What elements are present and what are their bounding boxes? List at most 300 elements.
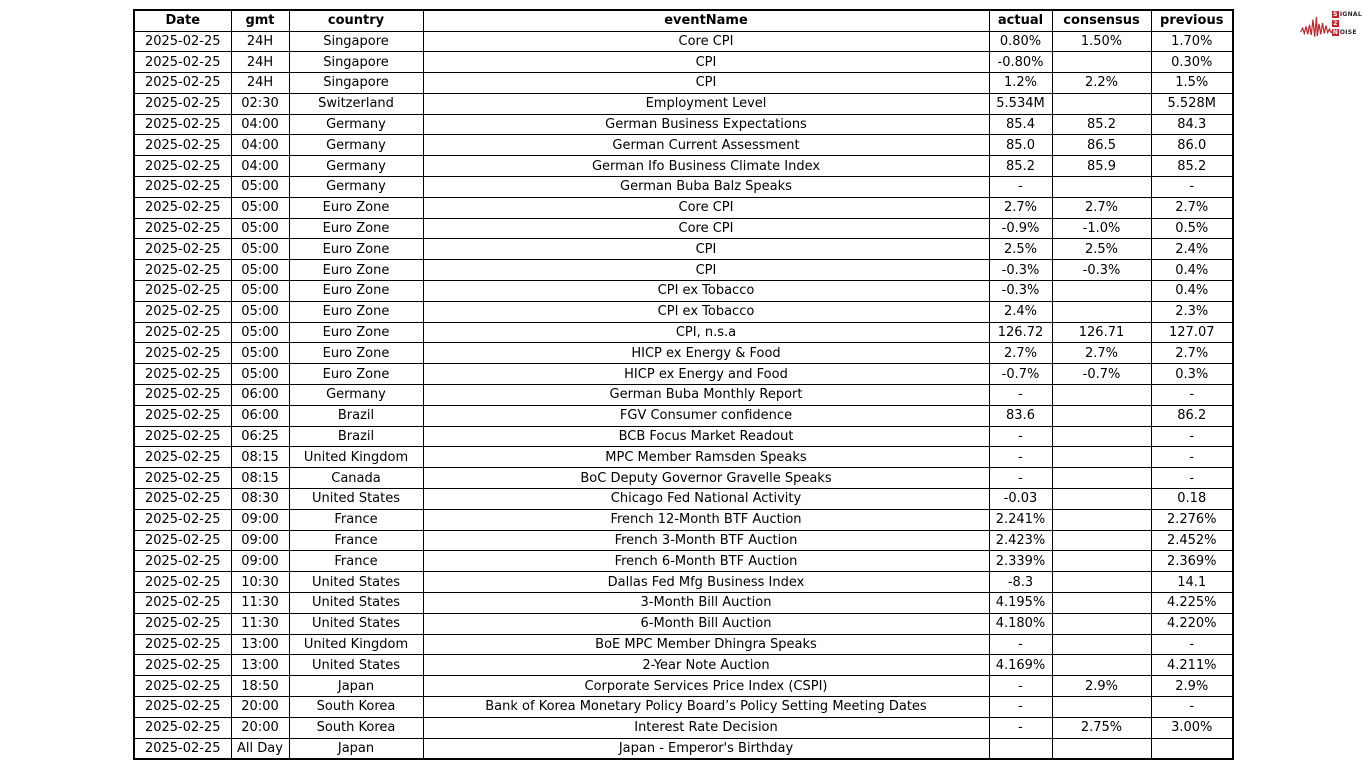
logo-text-ignal: IGNAL	[1339, 10, 1362, 18]
cell-consensus: 2.7%	[1052, 343, 1151, 364]
cell-previous: 0.5%	[1151, 218, 1233, 239]
table-row	[134, 301, 1233, 322]
cell-gmt: 08:15	[231, 447, 289, 468]
cell-actual: 5.534M	[989, 93, 1052, 114]
cell-gmt: 24H	[231, 52, 289, 73]
cell-date: 2025-02-25	[134, 73, 231, 94]
cell-country: Canada	[289, 468, 423, 489]
cell-actual: -	[989, 468, 1052, 489]
table-row	[134, 218, 1233, 239]
logo-badge-n: N	[1332, 28, 1338, 36]
cell-consensus: 2.9%	[1052, 676, 1151, 697]
cell-eventname: Core CPI	[423, 218, 989, 239]
cell-country: United States	[289, 572, 423, 593]
cell-previous: 0.4%	[1151, 281, 1233, 302]
cell-date: 2025-02-25	[134, 197, 231, 218]
cell-date: 2025-02-25	[134, 530, 231, 551]
column-header-date: Date	[134, 10, 231, 31]
cell-consensus: -1.0%	[1052, 218, 1151, 239]
cell-previous: 4.220%	[1151, 613, 1233, 634]
cell-gmt: 09:00	[231, 530, 289, 551]
logo-badge-s: S	[1333, 10, 1338, 18]
cell-gmt: 09:00	[231, 551, 289, 572]
cell-actual: 4.180%	[989, 613, 1052, 634]
cell-previous: 2.7%	[1151, 197, 1233, 218]
cell-consensus: 2.2%	[1052, 73, 1151, 94]
table-row	[134, 655, 1233, 676]
cell-date: 2025-02-25	[134, 156, 231, 177]
table-row	[134, 572, 1233, 593]
cell-country: Singapore	[289, 52, 423, 73]
cell-country: South Korea	[289, 697, 423, 718]
cell-date: 2025-02-25	[134, 509, 231, 530]
cell-consensus	[1052, 405, 1151, 426]
cell-actual: 85.2	[989, 156, 1052, 177]
cell-previous: 86.2	[1151, 405, 1233, 426]
cell-gmt: 05:00	[231, 197, 289, 218]
cell-eventname: 2-Year Note Auction	[423, 655, 989, 676]
table-row	[134, 197, 1233, 218]
cell-actual: 2.4%	[989, 301, 1052, 322]
cell-gmt: 08:30	[231, 489, 289, 510]
cell-consensus: 2.75%	[1052, 717, 1151, 738]
cell-eventname: 3-Month Bill Auction	[423, 593, 989, 614]
cell-actual: 1.2%	[989, 73, 1052, 94]
logo-line-2	[1332, 19, 1362, 27]
cell-country: South Korea	[289, 717, 423, 738]
economic-calendar-table	[133, 9, 1234, 760]
cell-previous: -	[1151, 447, 1233, 468]
table-row	[134, 530, 1233, 551]
cell-actual: 2.339%	[989, 551, 1052, 572]
cell-country: United States	[289, 613, 423, 634]
cell-gmt: 09:00	[231, 509, 289, 530]
cell-date: 2025-02-25	[134, 260, 231, 281]
cell-country: Germany	[289, 177, 423, 198]
cell-country: France	[289, 551, 423, 572]
cell-gmt: 05:00	[231, 281, 289, 302]
cell-gmt: 18:50	[231, 676, 289, 697]
table-row	[134, 426, 1233, 447]
cell-actual: -	[989, 717, 1052, 738]
cell-country: United Kingdom	[289, 447, 423, 468]
cell-eventname: CPI, n.s.a	[423, 322, 989, 343]
table-row	[134, 93, 1233, 114]
cell-previous: -	[1151, 634, 1233, 655]
cell-country: Germany	[289, 114, 423, 135]
cell-country: Germany	[289, 385, 423, 406]
cell-gmt: 20:00	[231, 717, 289, 738]
cell-previous: 2.3%	[1151, 301, 1233, 322]
calendar-table-body	[134, 31, 1233, 759]
cell-gmt: 05:00	[231, 343, 289, 364]
cell-country: Euro Zone	[289, 343, 423, 364]
cell-date: 2025-02-25	[134, 93, 231, 114]
table-row	[134, 177, 1233, 198]
cell-eventname: German Business Expectations	[423, 114, 989, 135]
cell-consensus	[1052, 655, 1151, 676]
cell-actual: 0.80%	[989, 31, 1052, 52]
cell-actual: -	[989, 697, 1052, 718]
cell-eventname: BCB Focus Market Readout	[423, 426, 989, 447]
cell-eventname: FGV Consumer confidence	[423, 405, 989, 426]
cell-consensus: 2.5%	[1052, 239, 1151, 260]
column-header-country: country	[289, 10, 423, 31]
cell-gmt: 05:00	[231, 239, 289, 260]
cell-country: Japan	[289, 676, 423, 697]
table-row	[134, 31, 1233, 52]
table-row	[134, 52, 1233, 73]
cell-actual: -0.7%	[989, 364, 1052, 385]
cell-eventname: Bank of Korea Monetary Policy Board’s Policy Setting Meeting Dates	[423, 697, 989, 718]
cell-date: 2025-02-25	[134, 489, 231, 510]
cell-date: 2025-02-25	[134, 405, 231, 426]
cell-gmt: 11:30	[231, 593, 289, 614]
cell-eventname: German Buba Monthly Report	[423, 385, 989, 406]
cell-gmt: All Day	[231, 738, 289, 759]
cell-gmt: 04:00	[231, 135, 289, 156]
table-row	[134, 156, 1233, 177]
cell-actual: -0.3%	[989, 281, 1052, 302]
cell-consensus	[1052, 301, 1151, 322]
cell-previous: -	[1151, 468, 1233, 489]
logo-line-signal	[1332, 10, 1362, 18]
cell-previous: 1.70%	[1151, 31, 1233, 52]
table-row	[134, 676, 1233, 697]
cell-eventname: German Ifo Business Climate Index	[423, 156, 989, 177]
cell-previous: 4.211%	[1151, 655, 1233, 676]
table-row	[134, 717, 1233, 738]
cell-date: 2025-02-25	[134, 593, 231, 614]
table-row	[134, 322, 1233, 343]
cell-country: Brazil	[289, 405, 423, 426]
cell-gmt: 11:30	[231, 613, 289, 634]
cell-gmt: 04:00	[231, 156, 289, 177]
cell-date: 2025-02-25	[134, 738, 231, 759]
cell-date: 2025-02-25	[134, 613, 231, 634]
cell-gmt: 20:00	[231, 697, 289, 718]
cell-consensus	[1052, 426, 1151, 447]
cell-consensus: 86.5	[1052, 135, 1151, 156]
table-row	[134, 738, 1233, 759]
cell-country: United States	[289, 593, 423, 614]
cell-country: Euro Zone	[289, 364, 423, 385]
cell-country: Singapore	[289, 73, 423, 94]
cell-eventname: French 6-Month BTF Auction	[423, 551, 989, 572]
cell-date: 2025-02-25	[134, 634, 231, 655]
cell-previous: 85.2	[1151, 156, 1233, 177]
cell-previous: 0.3%	[1151, 364, 1233, 385]
cell-eventname: HICP ex Energy & Food	[423, 343, 989, 364]
cell-eventname: HICP ex Energy and Food	[423, 364, 989, 385]
cell-consensus	[1052, 385, 1151, 406]
cell-country: Euro Zone	[289, 322, 423, 343]
cell-gmt: 04:00	[231, 114, 289, 135]
cell-gmt: 05:00	[231, 364, 289, 385]
cell-eventname: MPC Member Ramsden Speaks	[423, 447, 989, 468]
cell-date: 2025-02-25	[134, 218, 231, 239]
table-row	[134, 593, 1233, 614]
cell-previous: 1.5%	[1151, 73, 1233, 94]
cell-country: France	[289, 509, 423, 530]
cell-previous: 3.00%	[1151, 717, 1233, 738]
cell-country: Euro Zone	[289, 281, 423, 302]
cell-actual: 85.4	[989, 114, 1052, 135]
cell-actual: -0.03	[989, 489, 1052, 510]
column-header-consensus: consensus	[1052, 10, 1151, 31]
table-row	[134, 551, 1233, 572]
cell-gmt: 06:25	[231, 426, 289, 447]
cell-gmt: 13:00	[231, 655, 289, 676]
cell-country: United States	[289, 489, 423, 510]
table-row	[134, 447, 1233, 468]
cell-consensus	[1052, 593, 1151, 614]
cell-date: 2025-02-25	[134, 281, 231, 302]
cell-previous: 5.528M	[1151, 93, 1233, 114]
cell-date: 2025-02-25	[134, 676, 231, 697]
column-header-previous: previous	[1151, 10, 1233, 31]
cell-country: Euro Zone	[289, 260, 423, 281]
cell-eventname: German Buba Balz Speaks	[423, 177, 989, 198]
cell-previous: 84.3	[1151, 114, 1233, 135]
cell-previous: 2.9%	[1151, 676, 1233, 697]
cell-consensus	[1052, 697, 1151, 718]
table-row	[134, 405, 1233, 426]
cell-actual: 85.0	[989, 135, 1052, 156]
cell-actual: 2.423%	[989, 530, 1052, 551]
cell-country: France	[289, 530, 423, 551]
cell-date: 2025-02-25	[134, 114, 231, 135]
column-header-gmt: gmt	[231, 10, 289, 31]
table-row	[134, 613, 1233, 634]
cell-consensus	[1052, 509, 1151, 530]
cell-actual: 4.195%	[989, 593, 1052, 614]
cell-consensus	[1052, 447, 1151, 468]
logo-text-oise: OISE	[1339, 28, 1357, 36]
cell-gmt: 24H	[231, 31, 289, 52]
cell-eventname: CPI ex Tobacco	[423, 301, 989, 322]
cell-country: Brazil	[289, 426, 423, 447]
cell-gmt: 24H	[231, 73, 289, 94]
cell-date: 2025-02-25	[134, 343, 231, 364]
cell-gmt: 13:00	[231, 634, 289, 655]
cell-consensus	[1052, 468, 1151, 489]
cell-actual: -	[989, 426, 1052, 447]
cell-eventname: Interest Rate Decision	[423, 717, 989, 738]
table-row	[134, 239, 1233, 260]
cell-consensus	[1052, 281, 1151, 302]
cell-gmt: 05:00	[231, 218, 289, 239]
table-row	[134, 468, 1233, 489]
table-row	[134, 509, 1233, 530]
cell-previous: 14.1	[1151, 572, 1233, 593]
cell-consensus	[1052, 93, 1151, 114]
cell-actual: -	[989, 385, 1052, 406]
cell-consensus: 2.7%	[1052, 197, 1151, 218]
cell-country: Germany	[289, 156, 423, 177]
cell-date: 2025-02-25	[134, 697, 231, 718]
cell-consensus	[1052, 613, 1151, 634]
cell-gmt: 05:00	[231, 177, 289, 198]
cell-previous: 4.225%	[1151, 593, 1233, 614]
cell-gmt: 02:30	[231, 93, 289, 114]
table-row	[134, 73, 1233, 94]
table-row	[134, 489, 1233, 510]
table-row	[134, 281, 1233, 302]
cell-date: 2025-02-25	[134, 364, 231, 385]
cell-date: 2025-02-25	[134, 468, 231, 489]
table-row	[134, 634, 1233, 655]
cell-eventname: Core CPI	[423, 31, 989, 52]
cell-consensus: -0.3%	[1052, 260, 1151, 281]
cell-gmt: 05:00	[231, 260, 289, 281]
table-row	[134, 364, 1233, 385]
cell-eventname: 6-Month Bill Auction	[423, 613, 989, 634]
logo-badge-2: 2	[1333, 19, 1338, 27]
cell-gmt: 05:00	[231, 322, 289, 343]
cell-consensus	[1052, 551, 1151, 572]
cell-eventname: CPI ex Tobacco	[423, 281, 989, 302]
logo-wordmark	[1332, 10, 1362, 36]
cell-previous: 2.369%	[1151, 551, 1233, 572]
cell-consensus	[1052, 489, 1151, 510]
cell-eventname: Corporate Services Price Index (CSPI)	[423, 676, 989, 697]
cell-date: 2025-02-25	[134, 447, 231, 468]
cell-consensus: 85.2	[1052, 114, 1151, 135]
cell-eventname: BoC Deputy Governor Gravelle Speaks	[423, 468, 989, 489]
cell-previous: 0.30%	[1151, 52, 1233, 73]
cell-date: 2025-02-25	[134, 551, 231, 572]
cell-previous: 2.7%	[1151, 343, 1233, 364]
cell-consensus: 1.50%	[1052, 31, 1151, 52]
table-row	[134, 260, 1233, 281]
cell-actual: 4.169%	[989, 655, 1052, 676]
cell-gmt: 10:30	[231, 572, 289, 593]
cell-consensus: 85.9	[1052, 156, 1151, 177]
table-row	[134, 343, 1233, 364]
cell-previous	[1151, 738, 1233, 759]
cell-previous: -	[1151, 385, 1233, 406]
cell-gmt: 06:00	[231, 405, 289, 426]
cell-actual: -	[989, 634, 1052, 655]
table-row	[134, 135, 1233, 156]
table-row	[134, 114, 1233, 135]
cell-country: Euro Zone	[289, 197, 423, 218]
column-header-eventname: eventName	[423, 10, 989, 31]
cell-consensus	[1052, 634, 1151, 655]
cell-previous: -	[1151, 697, 1233, 718]
header-row	[134, 10, 1233, 31]
cell-actual: 2.5%	[989, 239, 1052, 260]
cell-consensus: -0.7%	[1052, 364, 1151, 385]
cell-date: 2025-02-25	[134, 31, 231, 52]
cell-previous: 0.18	[1151, 489, 1233, 510]
cell-eventname: CPI	[423, 239, 989, 260]
cell-eventname: BoE MPC Member Dhingra Speaks	[423, 634, 989, 655]
cell-consensus	[1052, 52, 1151, 73]
cell-actual: -	[989, 447, 1052, 468]
cell-previous: 2.452%	[1151, 530, 1233, 551]
cell-date: 2025-02-25	[134, 385, 231, 406]
cell-actual: -8.3	[989, 572, 1052, 593]
cell-date: 2025-02-25	[134, 572, 231, 593]
cell-eventname: CPI	[423, 260, 989, 281]
cell-eventname: Dallas Fed Mfg Business Index	[423, 572, 989, 593]
cell-consensus	[1052, 177, 1151, 198]
cell-eventname: Chicago Fed National Activity	[423, 489, 989, 510]
cell-eventname: Core CPI	[423, 197, 989, 218]
cell-country: Germany	[289, 135, 423, 156]
cell-date: 2025-02-25	[134, 717, 231, 738]
cell-consensus	[1052, 530, 1151, 551]
cell-date: 2025-02-25	[134, 52, 231, 73]
cell-country: Singapore	[289, 31, 423, 52]
cell-actual: -0.3%	[989, 260, 1052, 281]
cell-date: 2025-02-25	[134, 239, 231, 260]
cell-actual: 2.241%	[989, 509, 1052, 530]
cell-date: 2025-02-25	[134, 301, 231, 322]
cell-previous: 127.07	[1151, 322, 1233, 343]
cell-country: United Kingdom	[289, 634, 423, 655]
cell-previous: 86.0	[1151, 135, 1233, 156]
cell-previous: 0.4%	[1151, 260, 1233, 281]
signal2noise-logo	[1300, 5, 1362, 41]
cell-previous: -	[1151, 177, 1233, 198]
cell-gmt: 08:15	[231, 468, 289, 489]
table-row	[134, 697, 1233, 718]
waveform-icon	[1300, 6, 1333, 40]
cell-date: 2025-02-25	[134, 655, 231, 676]
cell-eventname: CPI	[423, 52, 989, 73]
cell-country: Switzerland	[289, 93, 423, 114]
logo-line-noise	[1332, 28, 1362, 36]
cell-consensus: 126.71	[1052, 322, 1151, 343]
table-row	[134, 385, 1233, 406]
cell-country: United States	[289, 655, 423, 676]
cell-actual: -	[989, 177, 1052, 198]
cell-gmt: 06:00	[231, 385, 289, 406]
cell-date: 2025-02-25	[134, 322, 231, 343]
cell-actual	[989, 738, 1052, 759]
cell-actual: -0.80%	[989, 52, 1052, 73]
cell-actual: -0.9%	[989, 218, 1052, 239]
cell-eventname: French 3-Month BTF Auction	[423, 530, 989, 551]
cell-consensus	[1052, 572, 1151, 593]
cell-previous: 2.4%	[1151, 239, 1233, 260]
cell-consensus	[1052, 738, 1151, 759]
cell-eventname: French 12-Month BTF Auction	[423, 509, 989, 530]
cell-actual: 2.7%	[989, 197, 1052, 218]
cell-previous: 2.276%	[1151, 509, 1233, 530]
cell-date: 2025-02-25	[134, 135, 231, 156]
cell-country: Euro Zone	[289, 218, 423, 239]
cell-country: Euro Zone	[289, 301, 423, 322]
cell-previous: -	[1151, 426, 1233, 447]
cell-eventname: German Current Assessment	[423, 135, 989, 156]
cell-actual: 2.7%	[989, 343, 1052, 364]
cell-gmt: 05:00	[231, 301, 289, 322]
cell-actual: 83.6	[989, 405, 1052, 426]
cell-actual: 126.72	[989, 322, 1052, 343]
cell-date: 2025-02-25	[134, 426, 231, 447]
cell-country: Euro Zone	[289, 239, 423, 260]
cell-actual: -	[989, 676, 1052, 697]
cell-eventname: Japan - Emperor's Birthday	[423, 738, 989, 759]
cell-date: 2025-02-25	[134, 177, 231, 198]
cell-country: Japan	[289, 738, 423, 759]
column-header-actual: actual	[989, 10, 1052, 31]
cell-eventname: Employment Level	[423, 93, 989, 114]
